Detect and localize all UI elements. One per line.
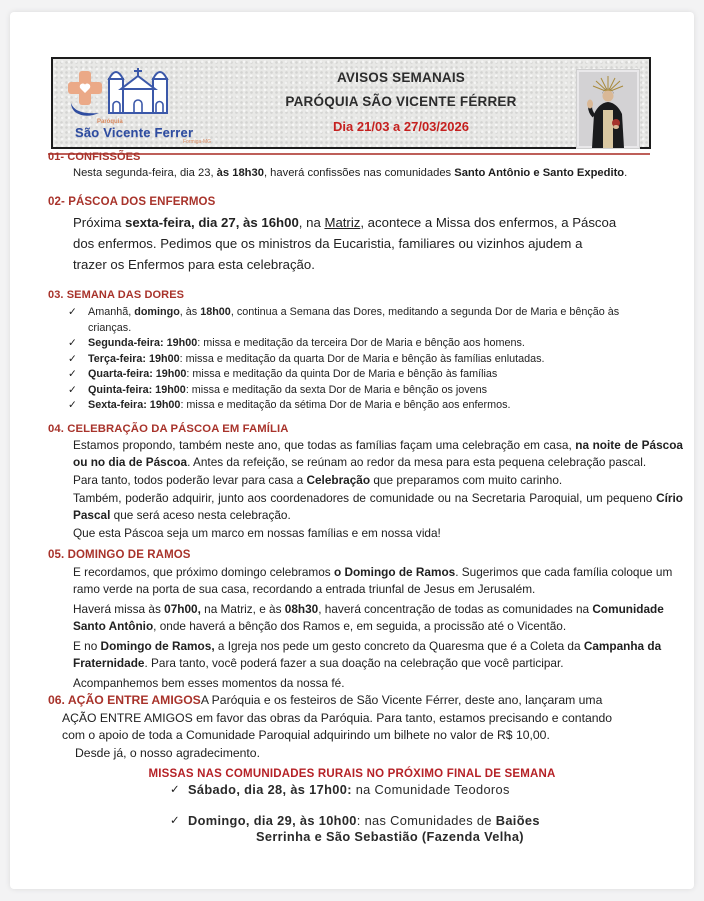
list-item: [68, 383, 694, 399]
section-04-paragraph: Estamos propondo, também neste ano, que todas as famílias façam uma celebração em casa, na noite de Páscoa ou no dia de Páscoa. Antes da refeição, se reúnam ao redor da mesa para esta pequena celebração pascal.: [73, 437, 683, 469]
list-item: [68, 398, 694, 414]
section-02-body: Próxima sexta-feira, dia 27, às 16h00, na Matriz, acontece a Missa dos enfermos, a Páscoa dos enfermos. Pedimos que os ministros da Eucaristia, familiares ou vizinhos ajudem a trazer os Enfermos para esta celebração.: [73, 215, 617, 272]
logo-parish-name: São Vicente Ferrer: [75, 125, 194, 140]
check-icon: ✓: [170, 784, 180, 796]
header-title: AVISOS SEMANAIS: [336, 70, 466, 85]
list-item: [68, 336, 694, 352]
header-parish-name: PARÓQUIA SÃO VICENTE FÉRRER: [285, 94, 517, 109]
list-item-text: Quinta-feira: 19h00: missa e meditação da sexta Dor de Maria e bênção os jovens: [88, 383, 488, 396]
list-item-text: Terça-feira: 19h00: missa e meditação da quarta Dor de Maria e bênção às famílias enlutadas.: [88, 352, 545, 365]
section-04-heading: 04. CELEBRAÇÃO DA PÁSCOA EM FAMÍLIA: [48, 422, 289, 435]
document-page: [10, 12, 694, 889]
section-06-closing: Desde já, o nosso agradecimento.: [75, 745, 260, 760]
section-01-heading: 01- CONFISSÕES: [48, 151, 141, 163]
logo-city-text: Formiga-MG: [183, 139, 212, 145]
check-icon: ✓: [68, 383, 77, 396]
section-05-heading: 05. DOMINGO DE RAMOS: [48, 548, 191, 561]
section-05-paragraph: Acompanhemos bem esses momentos da nossa fé.: [73, 675, 345, 690]
section-04-paragraph: Também, poderão adquirir, junto aos coordenadores de comunidade ou na Secretaria Paroquial, um pequeno Círio Pascal que será aceso nesta celebração.: [73, 490, 683, 522]
missas-sunday-item: [170, 813, 694, 846]
missas-sunday-line2: Serrinha e São Sebastião (Fazenda Velha): [256, 829, 524, 844]
section-04-paragraph: Para tanto, todos poderão levar para casa a Celebração que preparamos com muito carinho.: [73, 472, 563, 487]
check-icon: ✓: [68, 399, 77, 411]
header-titles: [243, 67, 559, 134]
section-05-paragraph: E no Domingo de Ramos, a Igreja nos pede um gesto concreto da Quaresma que é a Coleta da Campanha da Fraternidade. Para tanto, você poderá fazer a sua doação na celebração que você participar.: [73, 638, 662, 670]
header-date-range: Dia 21/03 a 27/03/2026: [333, 119, 469, 134]
section-05-paragraph: Haverá missa às 07h00, na Matriz, e às 08h30, haverá concentração de todas as comunidades na Comunidade Santo Antônio, onde haverá a bênção dos Ramos e, em seguida, a procissão até o Vicentão.: [73, 601, 664, 633]
check-icon: ✓: [68, 306, 77, 318]
section-06-heading: 06. AÇÃO ENTRE AMIGOS: [48, 693, 201, 707]
list-item-text: Quarta-feira: 19h00: missa e meditação da quinta Dor de Maria e bênção às famílias: [88, 368, 498, 380]
list-item-text: Sexta-feira: 19h00: missa e meditação da sétima Dor de Maria e bênção aos enfermos.: [88, 399, 511, 411]
section-06-body: A Paróquia e os festeiros de São Vicente Férrer, deste ano, lançaram uma AÇÃO ENTRE AMIGOS em favor das obras da Paróquia. Para tanto, estamos precisando e contando com o apoio de toda a Comunidade Paroquial adquirindo um bilhete no valor de R$ 10,00.: [62, 693, 613, 742]
section-03-list: [10, 305, 694, 414]
list-item: [68, 305, 694, 336]
saint-photo: [576, 69, 640, 149]
check-icon: ✓: [68, 337, 77, 349]
header-box: [51, 57, 651, 149]
saint-vincent-image: [577, 70, 639, 148]
missas-saturday-item: [170, 782, 694, 799]
missas-sunday-line1: Domingo, dia 29, às 10h00: nas Comunidades de Baiões: [188, 812, 540, 828]
list-item: [68, 367, 694, 383]
section-02-heading: 02- PÁSCOA DOS ENFERMOS: [48, 196, 216, 208]
check-icon: ✓: [68, 368, 77, 380]
list-item-text: Amanhã, domingo, às 18h00, continua a Semana das Dores, meditando a segunda Dor de Maria e bênção às crianças.: [88, 306, 620, 334]
missas-saturday-text: Sábado, dia 28, às 17h00: na Comunidade Teodoros: [188, 782, 510, 797]
list-item-text: Segunda-feira: 19h00: missa e meditação da terceira Dor de Maria e bênção aos homens.: [88, 337, 525, 349]
section-04-paragraph: Que esta Páscoa seja um marco em nossas famílias e em nossa vida!: [73, 525, 441, 540]
section-06-block: [48, 692, 637, 745]
section-05-paragraph: E recordamos, que próximo domingo celebramos o Domingo de Ramos. Sugerimos que cada família coloque um ramo verde na porta de sua casa, recordando a entrada triunfal de Jesus em Jerusalém.: [73, 564, 673, 596]
missas-heading: MISSAS NAS COMUNIDADES RURAIS NO PRÓXIMO FINAL DE SEMANA: [148, 768, 556, 780]
logo-small-text: Paróquia: [97, 119, 123, 125]
list-item: [68, 352, 694, 368]
section-01-body: Nesta segunda-feira, dia 23, às 18h30, haverá confissões nas comunidades Santo Antônio e Santo Expedito.: [73, 167, 628, 179]
check-icon: ✓: [170, 814, 180, 827]
check-icon: ✓: [68, 352, 77, 365]
missas-sunday-text: [184, 813, 540, 846]
section-03-heading: 03. SEMANA DAS DORES: [48, 289, 185, 301]
